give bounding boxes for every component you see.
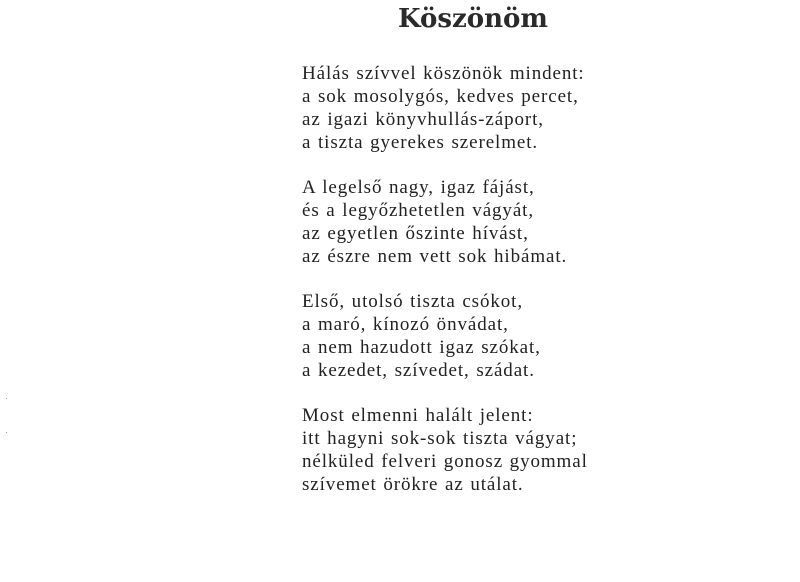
poem-line: az észre nem vett sok hibámat. xyxy=(302,246,568,267)
poem-line: és a legyőzhetetlen vágyát, xyxy=(302,200,534,221)
poem-line: nélküled felveri gonosz gyommal xyxy=(302,451,588,472)
stanza-4 xyxy=(302,404,782,496)
poem-title: Köszönöm xyxy=(398,4,548,34)
stanza-3 xyxy=(302,290,782,382)
poem-line: A legelső nagy, igaz fájást, xyxy=(302,177,535,198)
poem-line: Most elmenni halált jelent: xyxy=(302,405,534,426)
poem-line: a nem hazudott igaz szókat, xyxy=(302,337,541,358)
poem-body xyxy=(302,62,782,496)
poem-line: a sok mosolygós, kedves percet, xyxy=(302,86,579,107)
scan-speck xyxy=(6,432,7,433)
poem-line: a maró, kínozó önvádat, xyxy=(302,314,509,335)
poem-line: az igazi könyvhullás-záport, xyxy=(302,109,544,130)
poem-line: Első, utolsó tiszta csókot, xyxy=(302,291,523,312)
poem-line: szívemet örökre az utálat. xyxy=(302,474,524,495)
scan-speck xyxy=(6,398,7,399)
poem-line: a tiszta gyerekes szerelmet. xyxy=(302,132,539,153)
stanza-1 xyxy=(302,62,782,154)
poem-line: itt hagyni sok-sok tiszta vágyat; xyxy=(302,428,578,449)
poem-line: az egyetlen őszinte hívást, xyxy=(302,223,529,244)
poem-line: a kezedet, szívedet, szádat. xyxy=(302,360,535,381)
poem-line: Hálás szívvel köszönök mindent: xyxy=(302,63,585,84)
stanza-2 xyxy=(302,176,782,268)
